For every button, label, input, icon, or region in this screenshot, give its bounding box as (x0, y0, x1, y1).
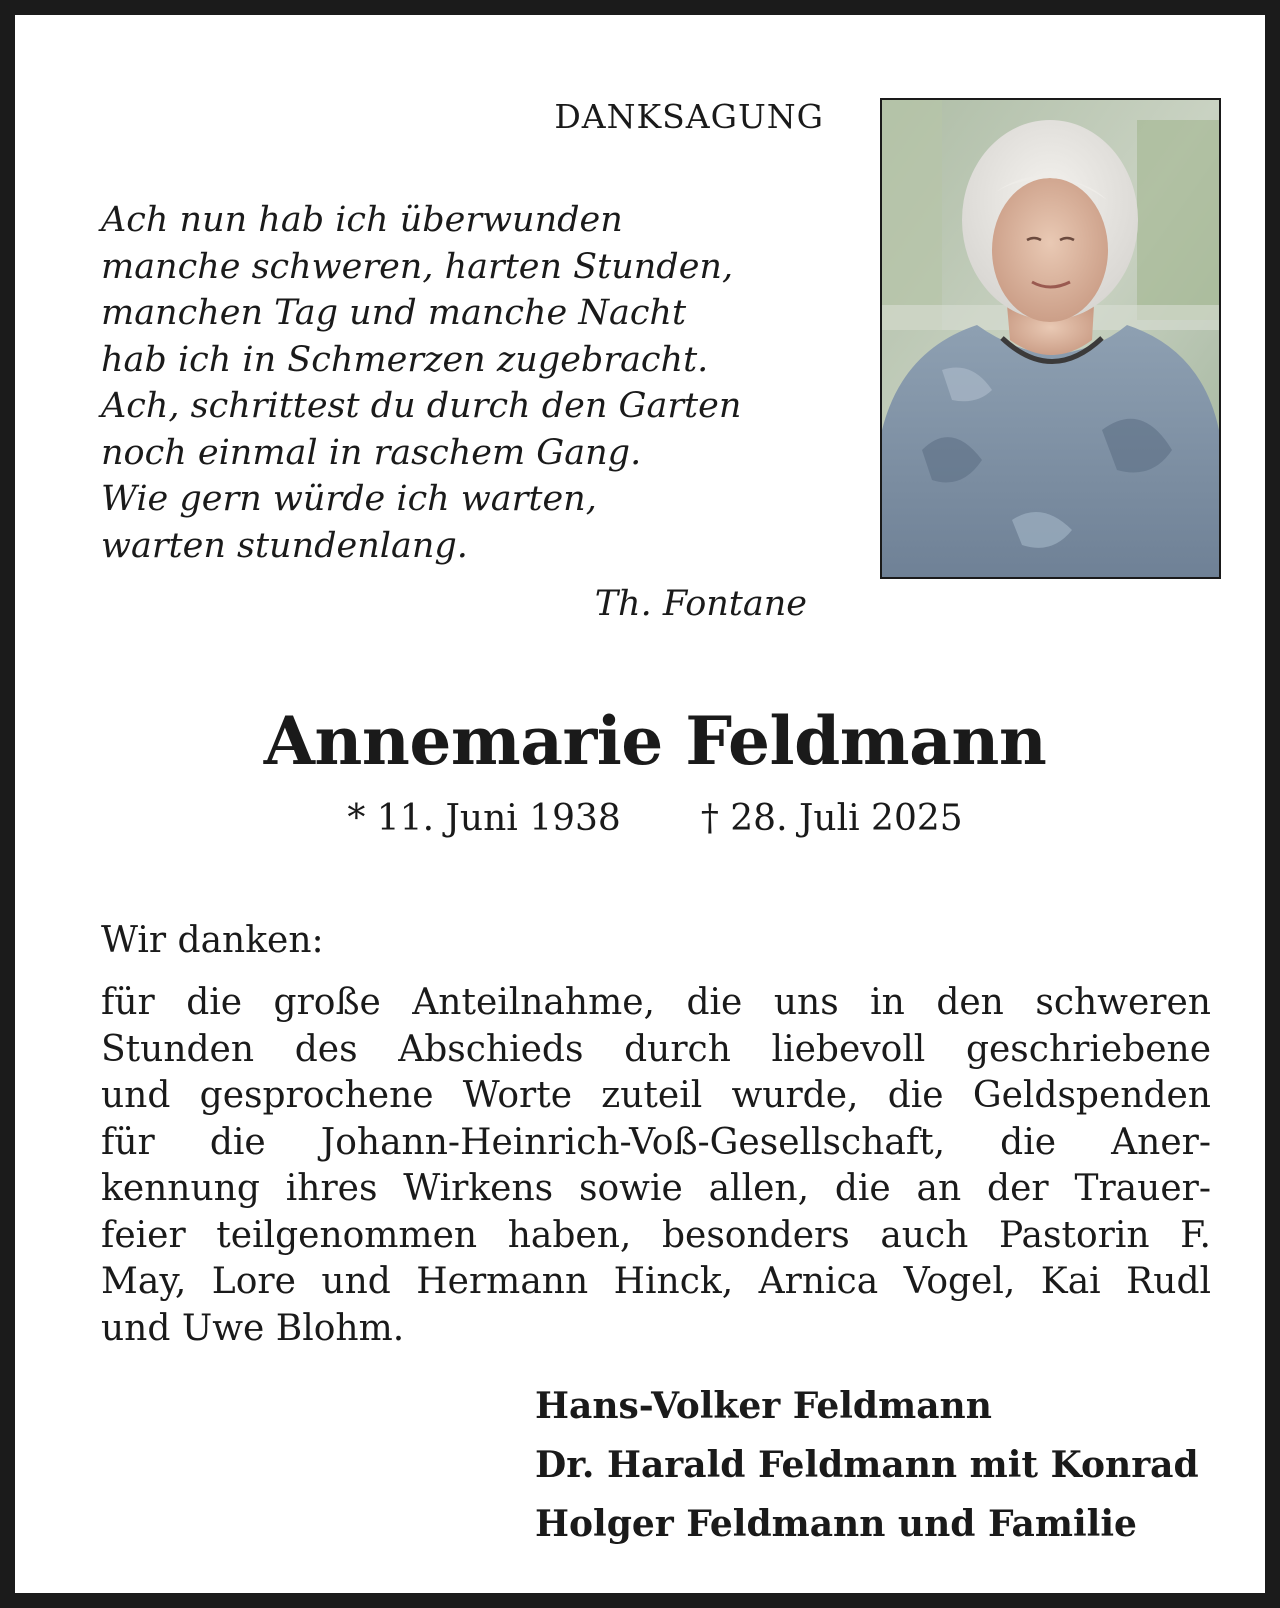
poem-line: manchen Tag und manche Nacht (101, 293, 687, 333)
poem-line: manche schweren, harten Stunden, (101, 246, 734, 287)
notice-heading: DANKSAGUNG (554, 97, 824, 136)
thanks-line: für die Johann-Heinrich-Voß-Gesellschaft, die Aner- (101, 1121, 1211, 1163)
poem-line: Ach, schrittest du durch den Garten (101, 386, 742, 426)
poem (101, 197, 741, 569)
deceased-name: Annemarie Feldmann (263, 702, 1047, 780)
signer-name: Holger Feldmann und Familie (535, 1503, 1137, 1545)
thanks-line: und Uwe Blohm. (101, 1307, 405, 1349)
signer-name: Dr. Harald Feldmann mit Konrad (535, 1444, 1199, 1486)
portrait-photo (880, 98, 1221, 579)
signers (535, 1377, 1199, 1554)
poem-line: noch einmal in raschem Gang. (101, 432, 642, 473)
death-date: † 28. Juli 2025 (700, 798, 963, 839)
thanks-line: feier teilgenommen haben, besonders auch Pastorin F. (101, 1214, 1211, 1256)
thanks-label: Wir danken: (101, 920, 324, 961)
thanks-line: May, Lore und Hermann Hinck, Arnica Vogel, Kai Rudl (101, 1261, 1211, 1302)
poem-line: warten stundenlang. (101, 525, 468, 566)
thanks-line: für die große Anteilnahme, die uns in den schweren (101, 982, 1211, 1023)
signer-name: Hans-Volker Feldmann (535, 1385, 992, 1427)
thanks-line: Stunden des Abschieds durch liebevoll geschriebene (101, 1028, 1211, 1070)
poem-line: Wie gern würde ich warten, (101, 479, 597, 519)
thanks-line: kennung ihres Wirkens sowie allen, die an der Trauer- (101, 1168, 1211, 1209)
poem-author: Th. Fontane (594, 584, 807, 624)
life-dates (15, 797, 1280, 841)
poem-line: hab ich in Schmerzen zugebracht. (101, 339, 709, 380)
poem-line: Ach nun hab ich überwunden (101, 200, 623, 240)
thanks-line: und gesprochene Worte zuteil wurde, die Geldspenden (101, 1075, 1211, 1116)
birth-date: * 11. Juni 1938 (347, 798, 621, 839)
thanks-text (101, 980, 1211, 1352)
